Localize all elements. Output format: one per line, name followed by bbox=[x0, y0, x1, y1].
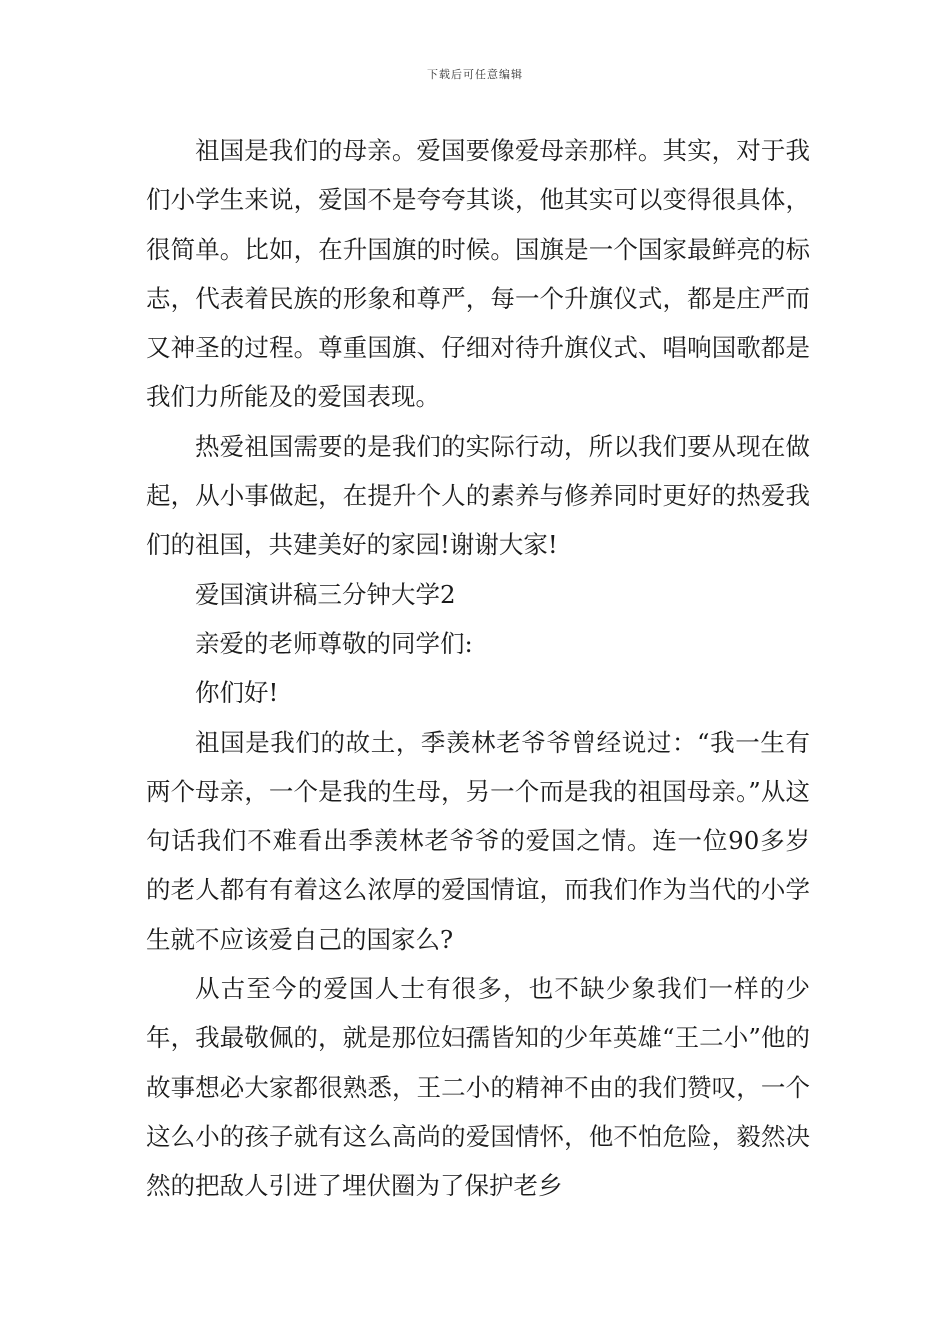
speech-title: 爱国演讲稿三分钟大学2 bbox=[195, 579, 456, 609]
header-note: 下载后可任意编辑 bbox=[427, 68, 523, 81]
paragraph-wang-erxiao: 从古至今的爱国人士有很多，也不缺少象我们一样的少年，我最敬佩的，就是那位妇孺皆知的少年英雄“王二小”他的故事想必大家都很熟悉，王二小的精神不由的我们赞叹，一个这么小的孩子就有这么高尚的爱国情怀，他不怕危险，毅然决然的把敌人引进了埋伏圈为了保护老乡 bbox=[146, 974, 810, 1201]
salutation: 亲爱的老师尊敬的同学们: bbox=[195, 628, 473, 658]
paragraph-action-closing: 热爱祖国需要的是我们的实际行动，所以我们要从现在做起，从小事做起，在提升个人的素养与修养同时更好的热爱我们的祖国，共建美好的家园!谢谢大家! bbox=[146, 431, 810, 560]
greeting: 你们好! bbox=[195, 678, 279, 708]
paragraph-ji-xianlin: 祖国是我们的故土，季羡林老爷爷曾经说过：“我一生有两个母亲，一个是我的生母，另一个而是我的祖国母亲。”从这句话我们不难看出季羡林老爷爷的爱国之情。连一位90多岁的老人都有有着这么浓厚的爱国情谊，而我们作为当代的小学生就不应该爱自己的国家么? bbox=[146, 727, 810, 954]
document-body bbox=[146, 126, 810, 1211]
paragraph-patriotism-flag: 祖国是我们的母亲。爱国要像爱母亲那样。其实，对于我们小学生来说，爱国不是夸夸其谈，他其实可以变得很具体，很简单。比如，在升国旗的时候。国旗是一个国家最鲜亮的标志，代表着民族的形象和尊严，每一个升旗仪式，都是庄严而又神圣的过程。尊重国旗、仔细对待升旗仪式、唱响国歌都是我们力所能及的爱国表现。 bbox=[146, 136, 810, 412]
